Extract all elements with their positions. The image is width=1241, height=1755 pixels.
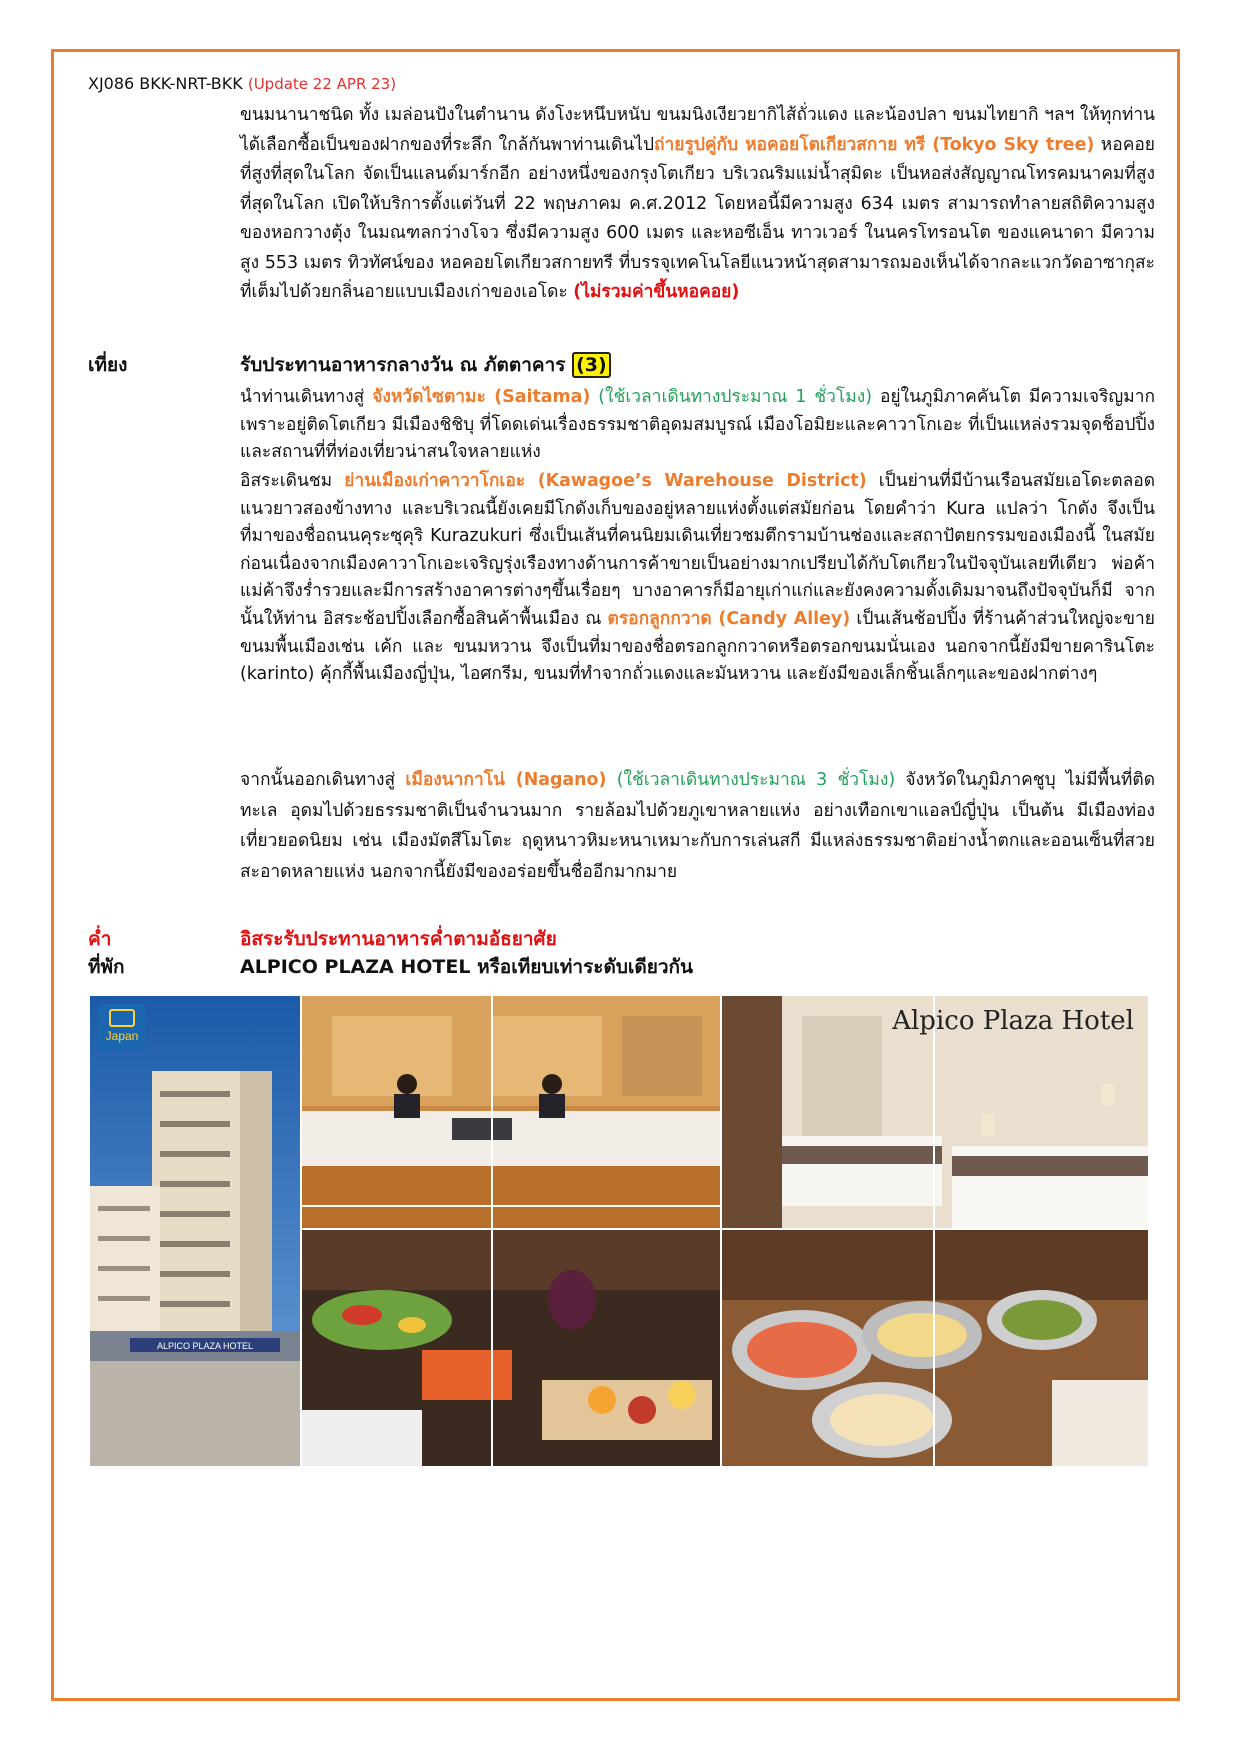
- buffet-dishes-photo: [722, 1230, 1148, 1466]
- hotel-photo-title: Alpico Plaza Hotel: [892, 1006, 1134, 1036]
- saitama-lead: นำท่านเดินทางสู่: [240, 387, 373, 407]
- kawagoe-paragraph: [240, 468, 1155, 689]
- kawagoe-lead: อิสระเดินชม: [240, 471, 345, 491]
- update-date: (Update 22 APR 23): [247, 75, 397, 93]
- hotel-exterior-photo: [90, 996, 300, 1466]
- skytree-note: (ไม่รวมค่าขึ้นหอคอย): [573, 282, 740, 302]
- reception-photo: [302, 996, 720, 1228]
- document-header: [88, 74, 396, 93]
- skytree-highlight: ถ่ายรูปคู่กับ หอคอยโตเกียวสกาย ทรี (Tokyo Sky tree): [654, 134, 1095, 155]
- kawagoe-name: ย่านเมืองเก่าคาวาโกเอะ (Kawagoe’s Warehouse District): [344, 471, 867, 491]
- lunch-label: เที่ยง: [88, 354, 128, 376]
- nagano-name: เมืองนากาโน่ (Nagano): [405, 770, 607, 790]
- nagano-lead: จากนั้นออกเดินทางสู่: [240, 770, 406, 790]
- hotel-gallery: [90, 996, 1148, 1466]
- saitama-name: จังหวัดไซตามะ (Saitama): [372, 387, 591, 407]
- nagano-time: (ใช้เวลาเดินทางประมาณ 3 ชั่วโมง): [606, 770, 896, 790]
- saitama-text: อยู่ในภูมิภาคคันโต มีความเจริญมากเพราะอยู่ติดโตเกียว มีเมืองชิชิบุ ที่โดดเด่นเรื่องธรรมชาติอุดมสมบูรณ์ เมืองโอมิยะและคาวาโกเอะ ที่เป็นแหล่งรวมจุดช็อปปิ้งและสถานที่ที่ท่องเที่ยวน่าสนใจหลายแห่ง: [240, 387, 1156, 462]
- dinner-row: [88, 925, 557, 953]
- lunch-text: รับประทานอาหารกลางวัน ณ ภัตตาคาร: [240, 354, 566, 376]
- nagano-text: จังหวัดในภูมิภาคชูบุ ไม่มีพื้นที่ติดทะเล อุดมไปด้วยธรรมชาติเป็นจำนวนมาก รายล้อมไปด้วยภูเขาหลายแห่ง อย่างเทือกเขาแอลป์ญี่ปุ่น เป็นต้น มีเมืองท่องเที่ยวยอดนิยม เช่น เมืองมัตสึโมโตะ ฤดูหนาวหิมะหนาเหมาะกับการเล่นสกี มีแหล่งธรรมชาติอย่างน้ำตกและออนเซ็นที่สวยสะอาดหลายแห่ง นอกจากนี้ยังมีของอร่อยขึ้นชื่ออีกมากมาย: [240, 770, 1155, 882]
- intro-text: ขนมนานาชนิด ทั้ง เมล่อนปังในตำนาน ดังโงะหนึบหนับ ขนมนิงเงียวยากิไส้ถั่วแดง และน้องปลา ขนมไทยากิ ฯลฯ ให้ทุกท่านได้เลือกซื้อเป็นของฝากของที่ระลึก ใกล้กันพาท่านเดินไป: [240, 105, 1155, 155]
- japan-logo-text: Japan: [105, 1029, 139, 1043]
- dinner-label: ค่ำ: [88, 928, 112, 950]
- lunch-row: [88, 351, 611, 379]
- saitama-paragraph: [240, 384, 1155, 467]
- skytree-paragraph: [240, 101, 1155, 308]
- guest-room-photo: [722, 996, 1148, 1228]
- skytree-text: หอคอยที่สูงที่สุดในโลก จัดเป็นแลนด์มาร์กอีก อย่างหนึ่งของกรุงโตเกียว บริเวณริมแม่น้ำสุมิดะ เป็นหอส่งสัญญาณโทรคมนาคมที่สูงที่สุดในโลก เปิดให้บริการตั้งแต่วันที่ 22 พฤษภาคม ค.ศ.2012 โดยหอนี้มีความสูง 634 เมตร สามารถทำลายสถิติความสูงของหอกวางตุ้ง ในมณฑลกว่างโจว ซึ่งมีความสูง 600 เมตร และหอซีเอ็น ทาวเวอร์ ในนครโทรอนโต ของแคนาดา มีความสูง 553 เมตร ทิวทัศน์ของ หอคอยโตเกียวสกายทรี ที่บรรจุเทคโนโลยีแนวหน้าสุดสามารถมองเห็นได้จากละแวกวัดอาซากุสะที่เต็มไปด้วยกลิ่นอายแบบเมืองเก่าของเอโดะ: [240, 134, 1155, 302]
- dinner-text: อิสระรับประทานอาหารค่ำตามอัธยาศัย: [240, 928, 557, 950]
- candy-alley-name: ตรอกลูกกวาด (Candy Alley): [607, 608, 851, 629]
- kawagoe-text: เป็นย่านที่มีบ้านเรือนสมัยเอโดะตลอดแนวยาวสองข้างทาง และบริเวณนี้ยังเคยมีโกดังเก็บของอยู่หลายแห่งตั้งแต่สมัยก่อน โดยคำว่า Kura แปลว่า โกดัง จึงเป็นที่มาของชื่อถนนคุระซุคุริ Kurazukuri ซึ่งเป็นเส้นที่คนนิยมเดินเที่ยวชมตึกรามบ้านช่องและสถาปัตยกรรมของเมืองนี้ ในสมัยก่อนเนื่องจากเมืองคาวาโกเอะเจริญรุ่งเรืองทางด้านการค้าขายเป็นอย่างมากเปรียบได้กับโตเกียวในปัจจุบันเลยทีเดียว พ่อค้าแม่ค้าจึงร่ำรวยและมีการสร้างอาคารต่างๆขึ้นเรื่อยๆ บางอาคารก็มีอายุเก่าแก่และยังคงความดั้งเดิมมาจนถึงปัจจุบันก็มี จากนั้นให้ท่าน อิสระช้อปปิ้งเลือกซื้อสินค้าพื้นเมือง ณ: [240, 471, 1155, 629]
- saitama-time: (ใช้เวลาเดินทางประมาณ 1 ชั่วโมง): [590, 387, 873, 407]
- hotel-label: ที่พัก: [88, 956, 125, 978]
- nagano-paragraph: [240, 765, 1155, 887]
- hotel-row: [88, 953, 693, 981]
- tour-code: XJ086 BKK-NRT-BKK: [88, 74, 243, 93]
- breakfast-buffet-photo: [302, 1230, 720, 1466]
- lunch-meal-badge: (3): [572, 352, 611, 378]
- hotel-text: ALPICO PLAZA HOTEL หรือเทียบเท่าระดับเดียวกัน: [240, 956, 694, 978]
- candy-alley-text: เป็นเส้นช้อปปิ้ง ที่ร้านค้าส่วนใหญ่จะขายขนมพื้นเมืองเช่น เค้ก และ ขนมหวาน จึงเป็นที่มาของชื่อตรอกลูกกวาดหรือตรอกขนมนั่นเอง นอกจากนี้ยังมีขายคารินโตะ (karinto) คุ้กกี้พื้นเมืองญี่ปุ่น, ไอศกรีม, ขนมที่ทำจากถั่วแดงและมันหวาน และยังมีของเล็กชิ้นเล็กๆและของฝากต่างๆ: [240, 608, 1155, 685]
- hotel-sign-text: ALPICO PLAZA HOTEL: [156, 1341, 254, 1351]
